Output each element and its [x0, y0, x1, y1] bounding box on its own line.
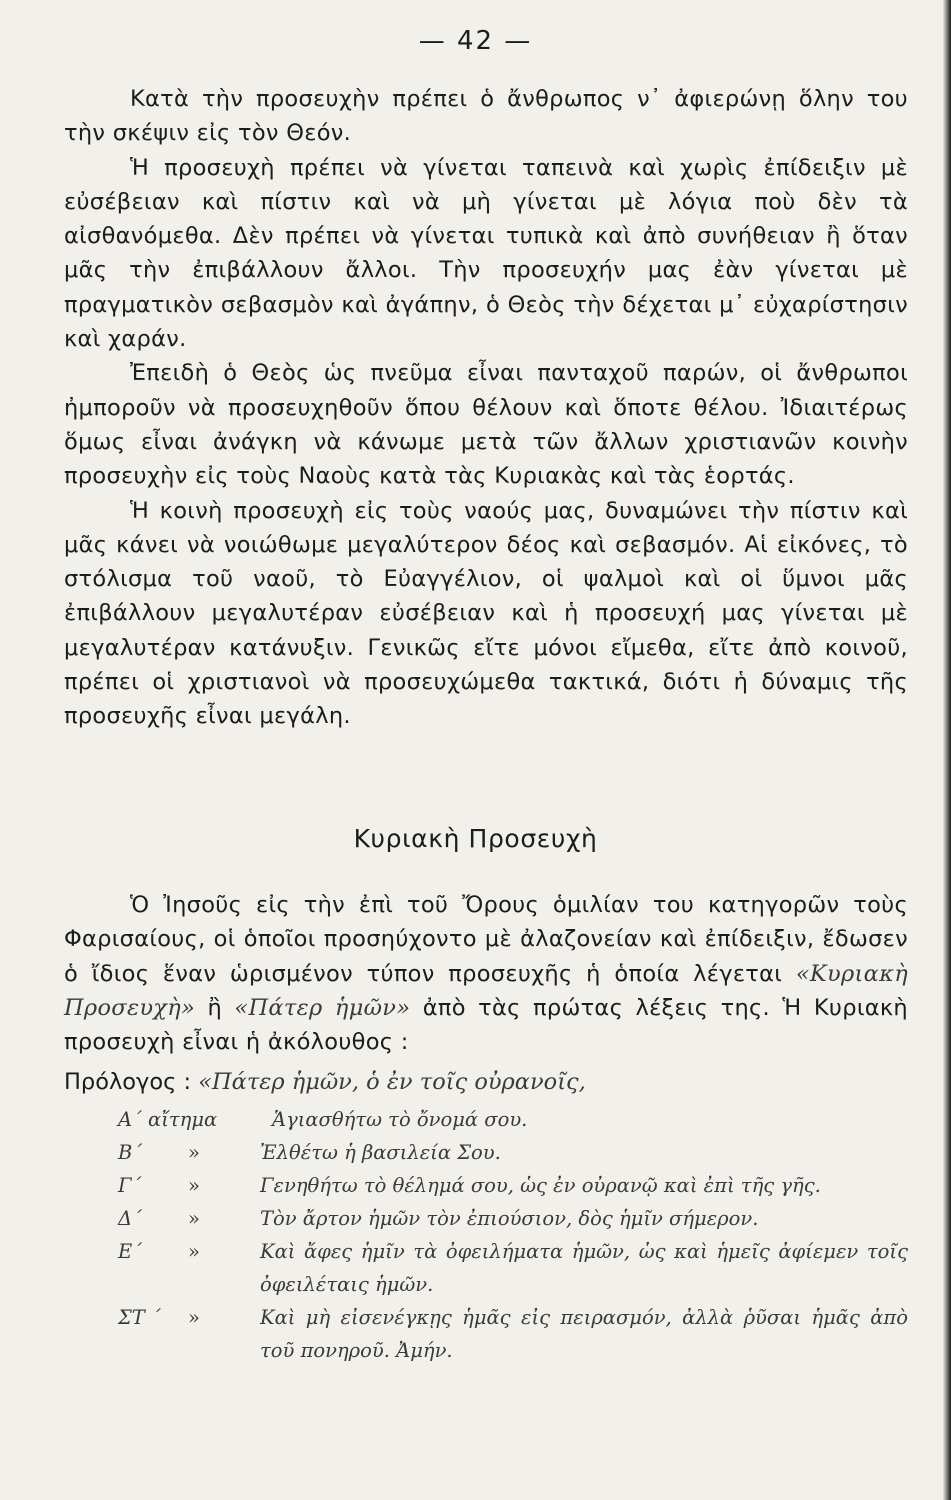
paragraph: Κατὰ τὴν προσευχὴν πρέπει ὁ ἄνθρωπος ν᾽ ἀφιερώνῃ ὅλην του τὴν σκέψιν εἰς τὸν Θεόν. — [64, 86, 908, 147]
ditto-mark: » — [188, 1174, 200, 1197]
petition — [118, 1202, 908, 1235]
intro-part: ἢ — [195, 994, 235, 1021]
petition-text: Γενηθήτω τὸ θέλημά σου, ὡς ἐν οὐρανῷ καὶ ἐπὶ τῆς γῆς. — [260, 1174, 821, 1197]
petition-label: Β΄ — [118, 1141, 143, 1164]
paragraph: Ἡ κοινὴ προσευχὴ εἰς τοὺς ναούς μας, δυναμώνει τὴν πίστιν καὶ μᾶς κάνει νὰ νοιώθωμε μεγαλύτερον δέος καὶ σεβασμόν. Αἱ εἰκόνες, τὸ στόλισμα τοῦ ναοῦ, τὸ Εὐαγγέλιον, οἱ ψαλμοὶ καὶ οἱ ὕμνοι μᾶς ἐπιβάλλουν μεγαλυτέραν εὐσέβειαν καὶ ἡ προσευχή μας γίνεται μὲ μεγαλυτέραν κατάνυξιν. Γενικῶς εἴτε μόνοι εἴμεθα, εἴτε ἀπὸ κοινοῦ, πρέπει οἱ χριστιανοὶ νὰ προσευχώμεθα τακτικά, διότι ἡ δύναμις τῆς προσευχῆς εἶναι μεγάλη. — [64, 497, 908, 730]
ditto-mark: » — [188, 1207, 200, 1230]
petition-text: Καὶ ἄφες ἡμῖν τὰ ὀφειλήματα ἡμῶν, ὡς καὶ ἡμεῖς ἀφίεμεν τοῖς ὀφειλέταις ἡμῶν. — [260, 1240, 908, 1296]
prologue — [64, 1065, 908, 1099]
prayer-name: «Πάτερ ἡμῶν» — [234, 994, 411, 1021]
ditto-mark: » — [188, 1306, 200, 1329]
paragraph: Ἡ προσευχὴ πρέπει νὰ γίνεται ταπεινὰ καὶ χωρὶς ἐπίδειξιν μὲ εὐσέβειαν καὶ πίστιν καὶ νὰ μὴ γίνεται μὲ λόγια ποὺ δὲν τὰ αἰσθανόμεθα. Δὲν πρέπει νὰ γίνεται τυπικὰ καὶ ἀπὸ συνήθειαν ἢ ὅταν μᾶς τὴν ἐπιβάλλουν ἄλλοι. Τὴν προσευχήν μας ἐὰν γίνεται μὲ πραγματικὸν σεβασμὸν καὶ ἀγάπην, ὁ Θεὸς τὴν δέχεται μ᾽ εὐχαρίστησιν καὶ χαράν. — [64, 154, 908, 353]
petition — [118, 1301, 908, 1367]
petition-list — [118, 1103, 908, 1367]
paragraph: Ἐπειδὴ ὁ Θεὸς ὡς πνεῦμα εἶναι πανταχοῦ παρών, οἱ ἄνθρωποι ἠμποροῦν νὰ προσευχηθοῦν ὅπου θέλουν καὶ ὅποτε θέλου. Ἰδιαιτέρως ὅμως εἶναι ἀνάγκη νὰ κάνωμε μετὰ τῶν ἄλλων χριστιανῶν κοινὴν προσευχὴν εἰς τοὺς Ναοὺς κατὰ τὰς Κυριακὰς καὶ τὰς ἑορτάς. — [64, 360, 908, 490]
prologue-label: Πρόλογος : — [64, 1069, 192, 1095]
petition-text: Ἐλθέτω ἡ βασιλεία Σου. — [260, 1141, 501, 1164]
petition-label: Α΄ αἴτημα — [118, 1108, 218, 1131]
petition-text: Ἁγιασθήτω τὸ ὄνομά σου. — [272, 1108, 528, 1131]
petition — [118, 1136, 908, 1169]
intro-part: Ὁ Ἰησοῦς εἰς τὴν ἐπὶ τοῦ Ὄρους ὁμιλίαν του κατηγορῶν τοὺς Φαρισαίους, οἱ ὁποῖοι προσηύχοντο μὲ ἀλαζονείαν καὶ ἐπίδειξιν, ἔδωσεν ὁ ἴδιος ἕναν ὡρισμένον τύπον προσευχῆς ἡ ὁποία λέγεται — [64, 892, 908, 987]
petition — [118, 1103, 908, 1136]
petition-label: ΣΤ ΄ — [118, 1306, 161, 1329]
ditto-mark: » — [188, 1240, 200, 1263]
petition-label: Ε΄ — [118, 1240, 142, 1263]
intro-paragraph — [64, 888, 908, 1059]
prayer-name: «Κυριακὴ Προσευχὴ» — [64, 960, 908, 1021]
petition-label: Γ΄ — [118, 1174, 142, 1197]
ditto-mark: » — [188, 1141, 200, 1164]
prologue-text: «Πάτερ ἡμῶν, ὁ ἐν τοῖς οὐρανοῖς, — [198, 1069, 586, 1095]
petition-text: Τὸν ἄρτον ἡμῶν τὸν ἐπιούσιον, δὸς ἡμῖν σήμερον. — [260, 1207, 759, 1230]
section-title: Κυριακὴ Προσευχὴ — [353, 824, 598, 853]
petition — [118, 1235, 908, 1301]
petition-label: Δ΄ — [118, 1207, 142, 1230]
petition-text: Καὶ μὴ εἰσενέγκῃς ἡμᾶς εἰς πειρασμόν, ἀλλὰ ῥῦσαι ἡμᾶς ἀπὸ τοῦ πονηροῦ. Ἀμήν. — [260, 1306, 908, 1362]
petition — [118, 1169, 908, 1202]
intro-part: ἀπὸ τὰς πρώτας λέξεις της. Ἡ Κυριακὴ προσευχὴ εἶναι ἡ ἀκόλουθος : — [64, 994, 908, 1056]
intro-text — [64, 888, 908, 1059]
body-text — [64, 82, 908, 734]
page-edge-shadow — [943, 0, 951, 1500]
page-number: — 42 — — [418, 26, 533, 56]
